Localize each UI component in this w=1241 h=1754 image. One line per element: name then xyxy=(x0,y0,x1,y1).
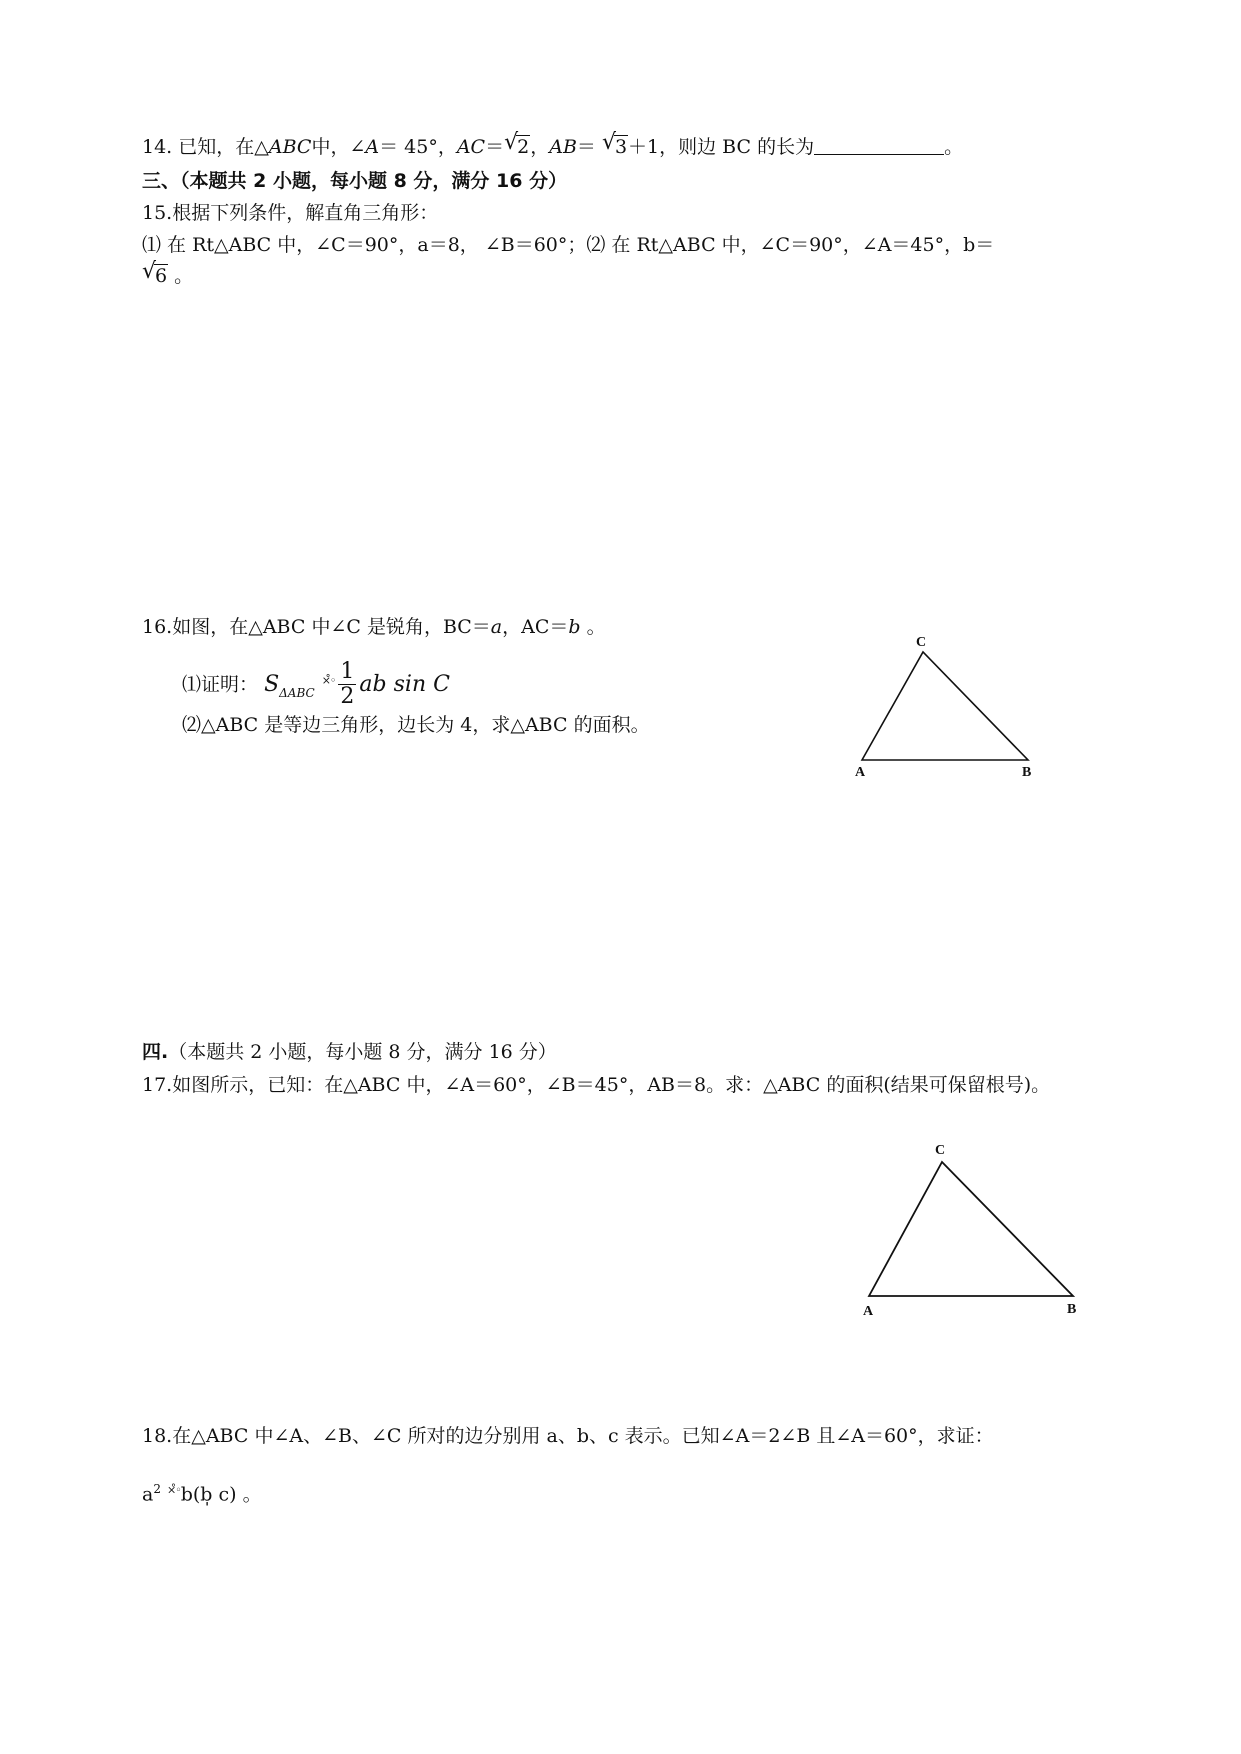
q14-lead: 14. 已知，在△ xyxy=(142,136,269,158)
section-3-note: （本题共 2 小题，每小题 8 分，满分 16 分） xyxy=(180,170,568,192)
q17-label-b: B xyxy=(1067,1302,1077,1317)
q14-sqrt-2: √ 2 xyxy=(504,130,530,158)
q15-sqrt-6: √ 6 xyxy=(142,259,168,287)
q14-answer-blank[interactable] xyxy=(814,136,944,155)
q14-angle-a: A xyxy=(365,136,380,158)
q18-formula-tail: b(b̩ c) 。 xyxy=(180,1483,262,1506)
q17-label-a: A xyxy=(863,1304,874,1319)
q14-eq: ＝ xyxy=(485,136,505,158)
q16-triangle xyxy=(862,652,1028,760)
q16-label-b: B xyxy=(1022,765,1032,780)
q14-end: 。 xyxy=(944,136,964,158)
q17-triangle-figure xyxy=(855,1140,1095,1320)
q14-comma: ， xyxy=(530,136,550,158)
question-17: 17.如图所示，已知：在△ABC 中，∠A＝60°，∠B＝45°，AB＝8。求：△ABC 的面积(结果可保留根号)。 xyxy=(142,1074,1051,1096)
q17-label-c: C xyxy=(935,1143,946,1158)
question-16: 16.如图，在△ABC 中∠C 是锐角，BC＝a，AC＝b 。 xyxy=(142,616,606,638)
q16-part1-label: ⑴证明： xyxy=(182,673,259,696)
q14-eq2: ＝ xyxy=(576,136,602,158)
q16-area-formula: $S_{\Delta ABC}$ ×̊◦ $\frac{1}{2}$ ab sin C xyxy=(264,659,450,709)
question-16-part1 xyxy=(182,660,450,709)
question-18-line2: $a^2$ ×̊◦b(b̩ c) 。 xyxy=(142,1482,262,1506)
question-15-line2: √ 6 。 xyxy=(142,259,194,287)
q14-angle-value: ＝ 45°， xyxy=(379,136,457,158)
q14-triangle: ABC xyxy=(268,136,312,158)
question-15-line1: ⑴ 在 Rt△ABC 中，∠C＝90°，a＝8， ∠B＝60°；⑵ 在 Rt△ABC 中，∠C＝90°，∠A＝45°，b＝ xyxy=(142,234,995,256)
q14-mid: 中，∠ xyxy=(311,136,366,158)
q16-var-a: a xyxy=(490,616,503,638)
question-16-part2: ⑵△ABC 是等边三角形，边长为 4，求△ABC 的面积。 xyxy=(182,714,650,736)
question-14 xyxy=(142,130,964,160)
q16-triangle-figure xyxy=(850,630,1050,780)
q14-ac: AC xyxy=(456,136,486,158)
section-4-note: （本题共 2 小题，每小题 8 分，满分 16 分） xyxy=(168,1041,557,1063)
q14-sqrt-3: √ 3 xyxy=(601,130,628,158)
section-3-title: 三、 xyxy=(142,170,181,192)
q14-ab: AB xyxy=(549,136,577,158)
section-4-header xyxy=(142,1039,557,1065)
q16-label-a: A xyxy=(855,765,866,780)
q14-text: ＋1，则边 BC 的长为 xyxy=(628,136,815,158)
section-3-header xyxy=(142,168,567,194)
question-18-line1: 18.在△ABC 中∠A、∠B、∠C 所对的边分别用 a、b、c 表示。已知∠A＝2∠B 且∠A＝60°，求证： xyxy=(142,1425,994,1447)
question-15-title: 15.根据下列条件，解直角三角形： xyxy=(142,202,439,224)
section-4-title: 四. xyxy=(142,1041,169,1063)
q17-triangle xyxy=(869,1162,1073,1296)
q18-var-a: a xyxy=(142,1483,154,1506)
q16-var-b: b xyxy=(568,616,581,638)
q16-label-c: C xyxy=(916,635,927,650)
